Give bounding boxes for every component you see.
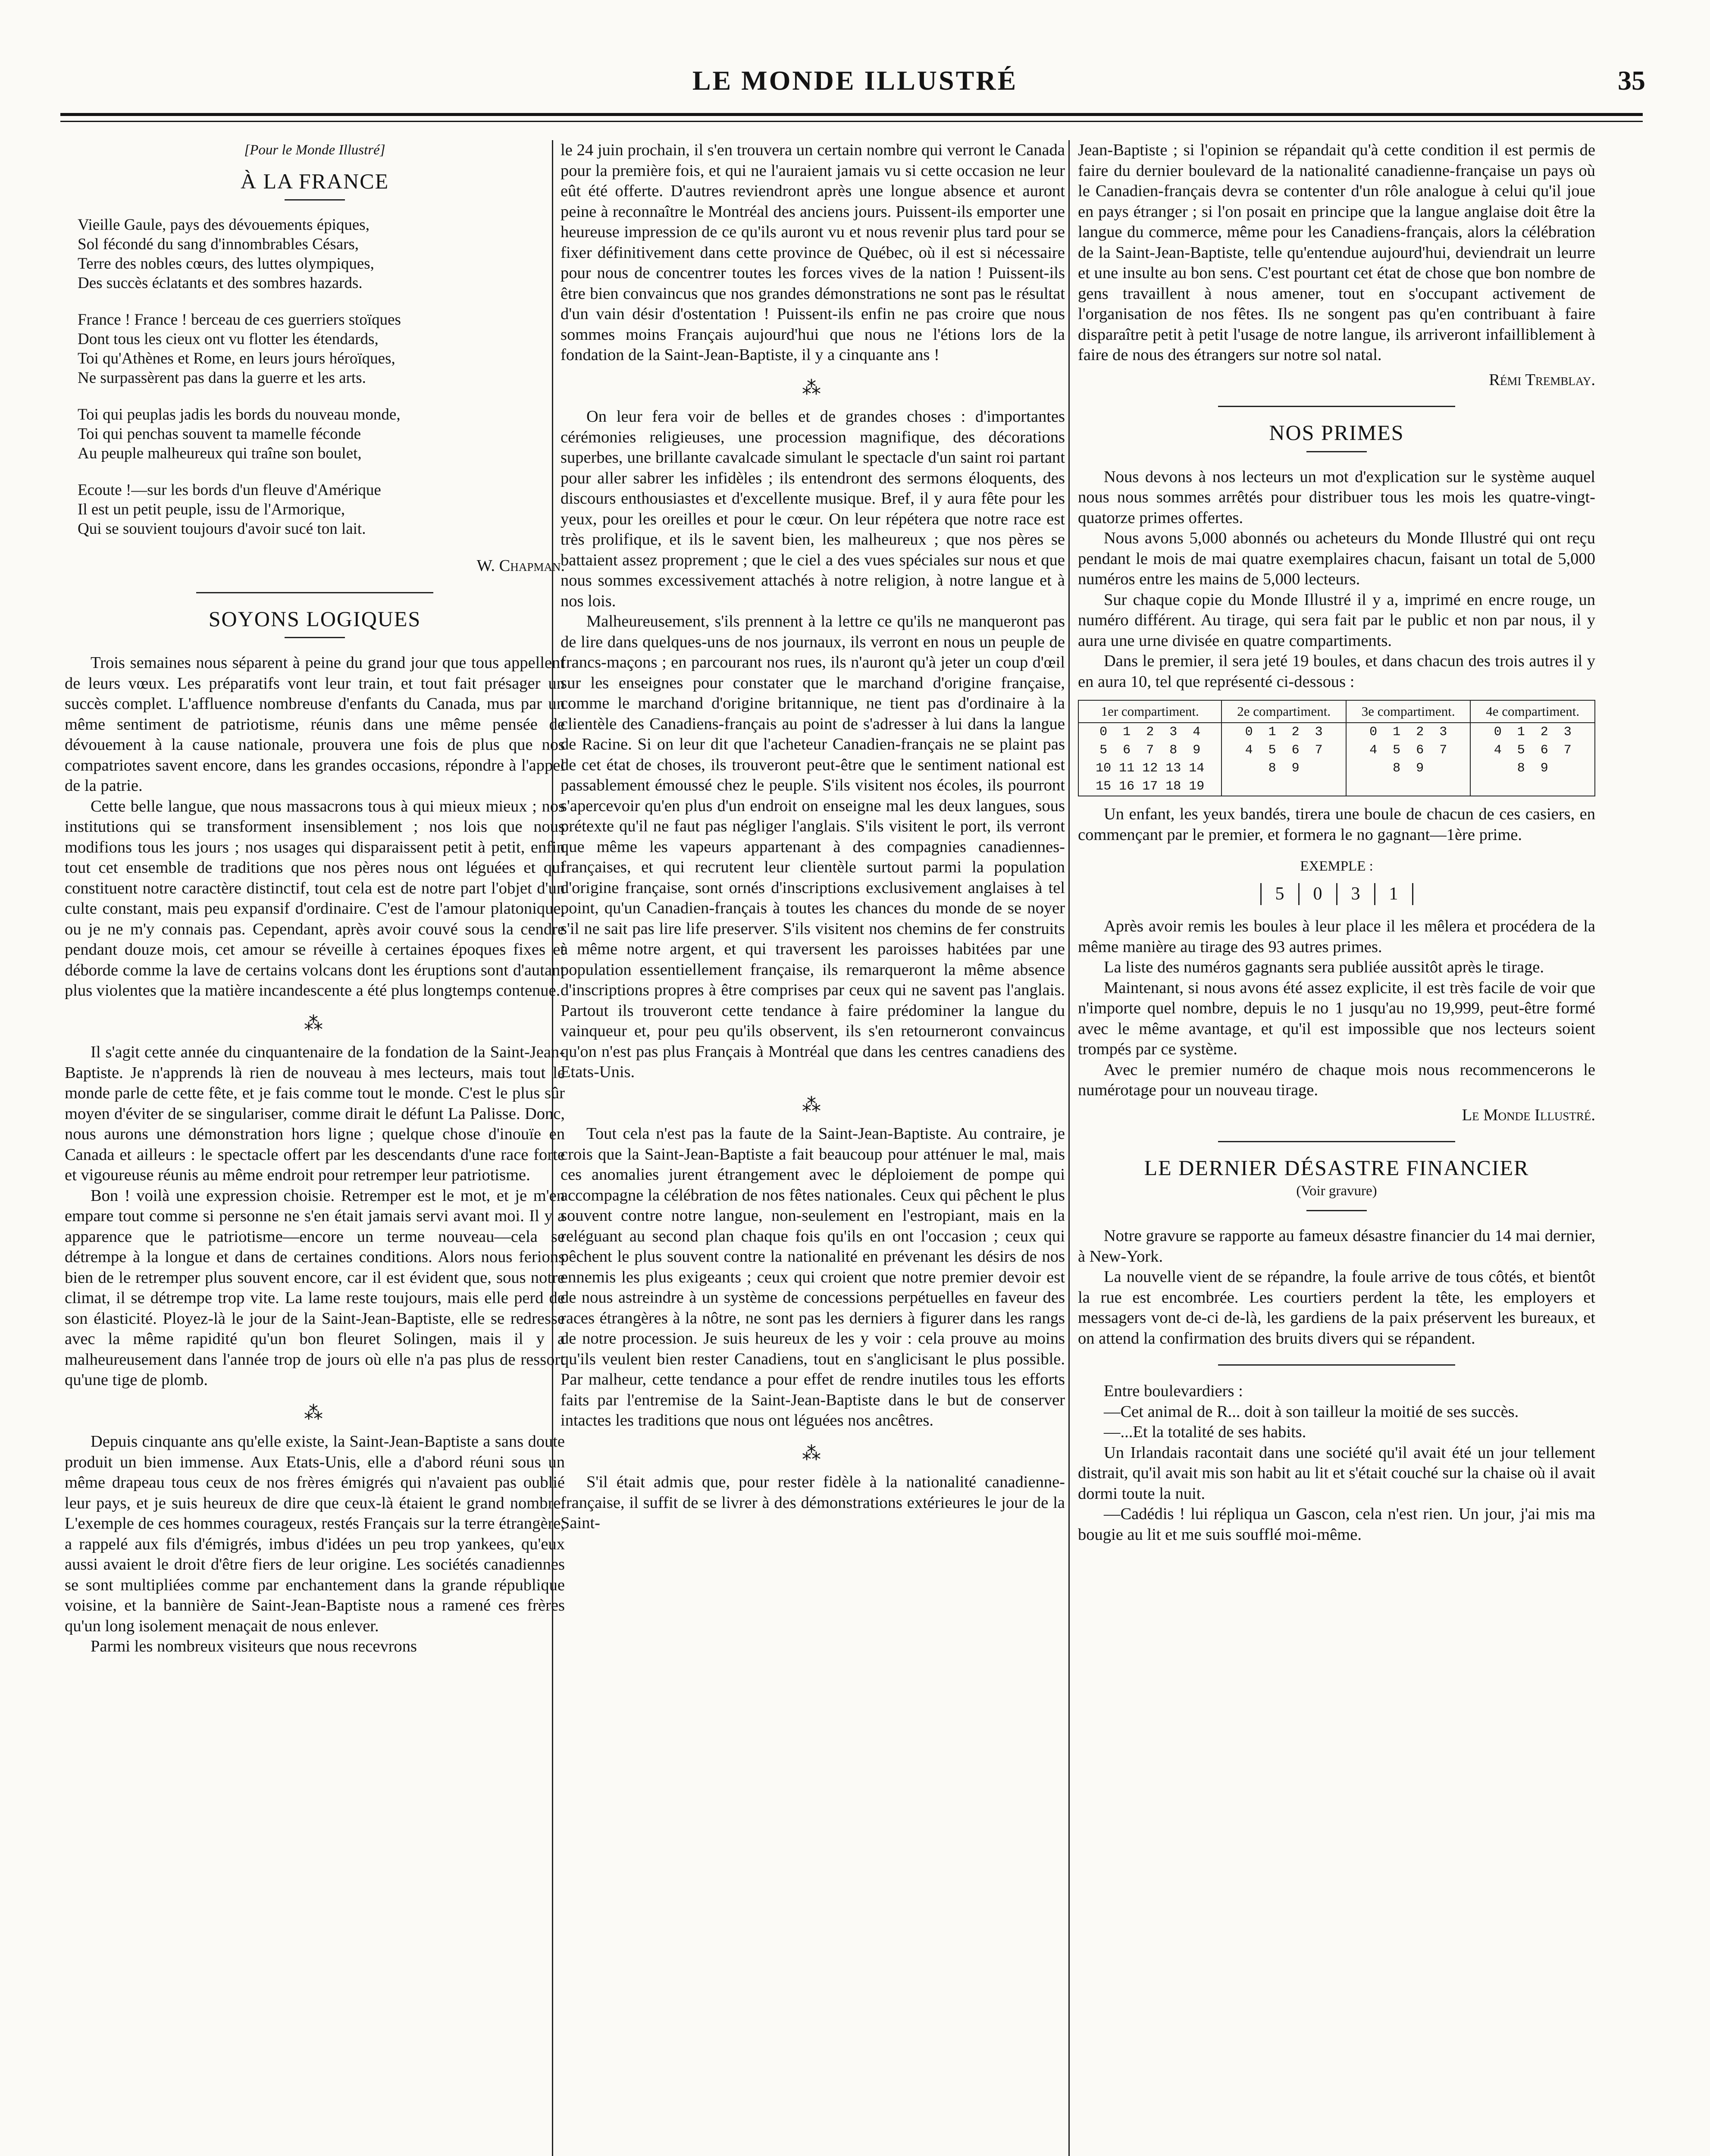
header-rule-thick (60, 113, 1643, 116)
table-cell: 8 9 (1346, 759, 1471, 777)
table-cell: 4 5 6 7 (1470, 741, 1595, 759)
column-1 (65, 140, 565, 1657)
section-separator (1218, 406, 1455, 407)
paragraph: Maintenant, si nous avons été assez explicite, il est très facile de voir que n'importe quel nombre, depuis le no 1 jusqu'au no 19,999, peut-être formé avec le même avantage, et qu'il est impossible que nos lecteurs soient trompés par ce système. (1078, 978, 1595, 1058)
prize-compartments-table (1078, 700, 1595, 796)
poem-line: Qui se souvient toujours d'avoir sucé ton lait. (78, 520, 366, 538)
disaster-title: LE DERNIER DÉSASTRE FINANCIER (1144, 1156, 1529, 1180)
example-digit: 0 (1298, 883, 1336, 906)
table-header: 2e compartiment. (1221, 700, 1346, 723)
table-cell (1470, 777, 1595, 796)
poem-credit: [Pour le Monde Illustré] (244, 142, 385, 158)
section-separator (1218, 1364, 1455, 1366)
disaster-rule (1306, 1210, 1367, 1211)
poem-line: Toi qu'Athènes et Rome, en leurs jours héroïques, (78, 350, 395, 367)
poem-line: Ne surpassèrent pas dans la guerre et les arts. (78, 369, 366, 387)
primes-paragraphs-b (1078, 804, 1595, 845)
section-separator (1218, 1141, 1455, 1142)
primes-signature: Le Monde Illustré. (1462, 1106, 1595, 1124)
paragraph: La liste des numéros gagnants sera publiée aussitôt après le tirage. (1104, 958, 1544, 976)
table-cell: 4 5 6 7 (1221, 741, 1346, 759)
paragraph: Malheureusement, s'ils prennent à la lettre ce qu'ils ne manqueront pas de lire dans quelques-uns de nos journaux, ils verront en nous un peuple de francs-maçons ; en parcourant nos rues, ils n'auront qu'à jeter un coup d'œil sur les enseignes pour constater que le marchand d'origine française, comme le marchand d'origine britannique, ne tient pas d'ordinaire à la clientèle des Canadiens-français au point de s'adresser à lui dans la langue de Racine. Si on leur dit que l'acheteur Canadien-français ne se plaint pas de cet état de choses, ils trouveront peut-être que le sentiment national est passablement émoussé chez le peuple. S'ils visitent nos écoles, ils pourront s'apercevoir qu'en plus d'un endroit on enseigne mal les deux langues, sous prétexte qu'il ne faut pas négliger l'anglais. S'ils visitent le port, ils verront que même les vapeurs appartenant à des compagnies canadiennes-françaises, et qui recrutent leur clientèle surtout parmi la population d'origine française, sont ornés d'inscriptions exclusivement anglaises à tel point, qu'un Canadien-français à toutes les chances du monde de se noyer s'il ne sait pas lire life preserver. S'ils visitent nos chemins de fer construits à même notre argent, et qui traversent les paroisses habitées par une population essentiellement française, ils remarqueront la même absence d'inscriptions propres à être comprises par ceux qui ne savent pas l'anglais. Partout ils trouveront cette tendance à faire prédominer la langue du vainqueur et, pour peu qu'ils observent, ils s'en retourneront convaincus qu'on n'est pas plus Français à Montréal que dans les centres canadiens des Etats-Unis. (561, 612, 1065, 1081)
paragraph: Avec le premier numéro de chaque mois nous recommencerons le numérotage pour un nouveau tirage. (1078, 1060, 1595, 1099)
paragraph: Entre boulevardiers : (1104, 1382, 1243, 1400)
paragraph: Trois semaines nous séparent à peine du grand jour que tous appellent de leurs vœux. Les préparatifs vont leur train, et tout fait présager un succès complet. L'affluence nombreuse d'enfants du Canada, mus par un même sentiment de patriotisme, réunis dans une même pensée de dévouement à la cause nationale, prouvera une fois de plus que nos compatriotes savent encore, dans les grandes occasions, répondre à l'appel de la patrie. (65, 654, 565, 795)
table-cell: 0 1 2 3 4 (1078, 723, 1221, 741)
asterism: ⁂ (304, 1402, 326, 1423)
table-cell: 5 6 7 8 9 (1078, 741, 1221, 759)
table-cell: 0 1 2 3 (1221, 723, 1346, 741)
paragraph: Dans le premier, il sera jeté 19 boules, et dans chacun des trois autres il y en aura 10, tel que représenté ci-dessous : (1078, 652, 1595, 691)
paragraph: Bon ! voilà une expression choisie. Retremper est le mot, et je m'en empare tout comme si personne ne s'en était jamais servi avant moi. Il y a apparence que le patriotisme—encore un terme nouveau—cela se détrempe à la longue et dans de certaines conditions. Alors nous ferions bien de le retremper plus souvent encore, car il est évident que, sous notre climat, il se détrempe trop vite. La lame reste toujours, mais elle perd de son élasticité. Ployez-là le jour de la Saint-Jean-Baptiste, elle se redresse avec la même rapidité qu'un bon fleuret Solingen, mais il y a malheureusement dans l'année trop de jours où elle n'a pas plus de ressort qu'une tige de plomb. (65, 1186, 565, 1389)
column-divider-2 (1068, 140, 1070, 2156)
header-rule-thin (60, 121, 1643, 122)
article-paragraphs-a (65, 653, 565, 1001)
asterism: ⁂ (304, 1012, 326, 1034)
poem-line: Vieille Gaule, pays des dévouements épiques, (78, 216, 370, 234)
paragraph: le 24 juin prochain, il s'en trouvera un certain nombre qui verront le Canada pour la première fois, et qui ne l'auraient jamais vu si cette occasion ne leur eût été offerte. D'autres reviendront après une longue absence et auront peine à reconnaître le Montréal des anciens jours. Puissent-ils emporter une heureuse impression de ce qu'ils auront vu et nous revenir plus tard pour se fixer définitivement dans cette province de Québec, où il est si nécessaire pour nous de concentrer toutes les forces vives de la nation ! Puissent-ils être bien convaincus que nos grandes démonstrations ne sont pas le résultat d'un vain désir d'ostentation ! Puissent-ils enfin ne pas croire que nous sommes moins Français aujourd'hui que nous ne l'étions lors de la fondation de la Saint-Jean-Baptiste, il y a cinquante ans ! (561, 141, 1065, 364)
primes-rule (1306, 451, 1367, 452)
poem-stanza (65, 405, 565, 463)
paragraph: Sur chaque copie du Monde Illustré il y a, imprimé en encre rouge, un numéro différent. Au tirage, qui sera fait par le public et non par nous, il y aura une urne divisée en quatre compartiments. (1078, 590, 1595, 650)
primes-paragraphs (1078, 467, 1595, 693)
table-header: 3e compartiment. (1346, 700, 1471, 723)
poem-line: Il est un petit peuple, issu de l'Armorique, (78, 501, 345, 518)
paragraph: —...Et la totalité de ses habits. (1104, 1423, 1306, 1441)
paragraph: Parmi les nombreux visiteurs que nous recevrons (91, 1637, 417, 1655)
paragraph: Nous devons à nos lecteurs un mot d'explication sur le système auquel nous nous sommes arrêtés pour distribuer tous les mois les quatre-vingt-quatorze primes offertes. (1078, 467, 1595, 527)
table-cell: 0 1 2 3 (1346, 723, 1471, 741)
poem-line: Des succès éclatants et des sombres hazards. (78, 274, 363, 292)
table-header: 4e compartiment. (1470, 700, 1595, 723)
table-row (1078, 759, 1595, 777)
poem-title: À LA FRANCE (240, 169, 389, 193)
poem-line: Ecoute !—sur les bords d'un fleuve d'Amérique (78, 481, 381, 499)
article-paragraphs-c (65, 1432, 565, 1657)
paragraph: Notre gravure se rapporte au fameux désastre financier du 14 mai dernier, à New-York. (1078, 1227, 1595, 1266)
poem-body (65, 215, 565, 539)
poem-stanza (65, 480, 565, 539)
table-cell (1346, 777, 1471, 796)
table-cell: 10 11 12 13 14 (1078, 759, 1221, 777)
table-cell: 8 9 (1470, 759, 1595, 777)
anecdotes (1078, 1381, 1595, 1545)
asterism: ⁂ (802, 377, 824, 398)
table-cell: 15 16 17 18 19 (1078, 777, 1221, 796)
poem-author: W. Chapman. (476, 557, 565, 575)
newspaper-title: LE MONDE ILLUSTRÉ (692, 65, 1018, 96)
paragraph: Un Irlandais racontait dans une société qu'il avait été un jour tellement distrait, qu'il avait mis son habit au lit et s'était couché sur la chaise où il avait dormi toute la nuit. (1078, 1443, 1595, 1503)
poem-stanza (65, 215, 565, 293)
poem-line: Sol fécondé du sang d'innombrables Césars, (78, 235, 359, 253)
poem-line: Dont tous les cieux ont vu flotter les étendards, (78, 330, 379, 348)
article-paragraphs-col2-c (561, 1124, 1065, 1431)
paragraph: Nous avons 5,000 abonnés ou acheteurs du Monde Illustré qui ont reçu pendant le mois de mai quatre exemplaires chacun, faisant un total de 5,000 numéros entre les mains de 5,000 lecteurs. (1078, 529, 1595, 588)
paragraph: Après avoir remis les boules à leur place il les mêlera et procédera de la même manière au tirage des 93 autres primes. (1078, 917, 1595, 956)
table-header: 1er compartiment. (1078, 700, 1221, 723)
paragraph: —Cadédis ! lui répliqua un Gascon, cela n'est rien. Un jour, j'ai mis ma bougie au lit et me suis soufflé moi-même. (1078, 1505, 1595, 1544)
poem-line: Toi qui penchas souvent ta mamelle féconde (78, 425, 361, 443)
section-separator (196, 592, 433, 593)
paragraph: Un enfant, les yeux bandés, tirera une boule de chacun de ces casiers, en commençant par le premier, et formera le no gagnant—1ère prime. (1078, 805, 1595, 844)
paragraph: Il s'agit cette année du cinquantenaire de la fondation de la Saint-Jean-Baptiste. Je n'apprends là rien de nouveau à mes lecteurs, mais tout le monde parle de cette fête, et je fais comme tout le monde. C'est le plus sûr moyen d'éviter de se singulariser, comme dirait le défunt La Palisse. Donc, nous aurons une démonstration hors ligne ; quelque chose d'inouïe en Canada et ailleurs : le spectacle offert par les descendants d'une race forte et vigoureuse réunis au même endroit pour retremper leur patriotisme. (65, 1043, 565, 1184)
paragraph: Jean-Baptiste ; si l'opinion se répandait qu'à cette condition il est permis de faire du dernier boulevard de la nationalité canadienne-française un pays où le Canadien-français devra se contenter d'un rôle analogue à celui qu'il joue en pays étranger ; si l'on posait en principe que la langue anglaise doit être la langue du commerce, même pour les Canadiens-français, alors la célébration de la Saint-Jean-Baptiste, telle qu'entendue aujourd'hui, deviendrait un leurre et une insulte au bon sens. C'est pourtant cet état de chose que bon nombre de gens travaillent à nous amener, tout en s'occupant activement de l'organisation de nos fêtes. Ils ne songent pas qu'en contribuant à faire disparaître petit à petit l'usage de notre langue, ils arriveront infailliblement à faire de nous des étrangers sur notre sol natal. (1078, 141, 1595, 364)
example-digit: 1 (1374, 883, 1413, 906)
primes-title: NOS PRIMES (1269, 420, 1404, 445)
article-paragraphs-col3-a (1078, 140, 1595, 366)
disaster-subtitle: (Voir gravure) (1296, 1183, 1377, 1199)
example-label: EXEMPLE : (1300, 859, 1373, 874)
column-3 (1078, 140, 1595, 1545)
article-paragraphs-col2-b (561, 407, 1065, 1083)
table-cell: 4 5 6 7 (1346, 741, 1471, 759)
paragraph: S'il était admis que, pour rester fidèle à la nationalité canadienne-française, il suffit de se livrer à des démonstrations extérieures le jour de la Saint- (561, 1473, 1065, 1532)
poem-line: France ! France ! berceau de ces guerriers stoïques (78, 311, 401, 329)
column-2 (561, 140, 1065, 1534)
paragraph: —Cet animal de R... doit à son tailleur la moitié de ses succès. (1104, 1402, 1519, 1421)
article-paragraphs-col2-d (561, 1472, 1065, 1534)
paragraph: La nouvelle vient de se répandre, la foule arrive de tous côtés, et bientôt la rue est encombrée. Les courtiers perdent la tête, les employers et messagers vont de-ci de-là, les gardiens de la paix préservent les bureaux, et on attend la confirmation des bruits divers qui se répandent. (1078, 1268, 1595, 1348)
poem-line: Au peuple malheureux qui traîne son boulet, (78, 445, 362, 462)
table-row (1078, 723, 1595, 741)
table-row (1078, 741, 1595, 759)
example-digit: 5 (1260, 883, 1298, 906)
primes-paragraphs-c (1078, 916, 1595, 1101)
paragraph: Tout cela n'est pas la faute de la Saint-Jean-Baptiste. Au contraire, je crois que la Saint-Jean-Baptiste a fait beaucoup pour atténuer le mal, mais ces anomalies jurent étrangement avec le déploiement de pompe qui accompagne la célébration de nos fêtes nationales. Ceux qui pêchent le plus souvent contre notre langue, non-seulement en l'estropiant, mais en la reléguant au second plan chaque fois qu'ils en ont l'occasion ; ceux qui pêchent le plus souvent contre la nationalité en prévenant les désirs de nos ennemis les plus exigeants ; ceux qui croient que notre premier devoir est de nous astreindre à un système de concessions perpétuelles en faveur des races étrangères à la nôtre, ne sont pas les derniers à figurer dans les rangs de notre procession. Je suis heureux de les y voir : cela prouve au moins qu'ils veulent bien rester Canadiens, tout en s'anglicisant le plus possible. Par malheur, cette tendance a pour effet de rendre inutiles tous les efforts faits par l'entremise de la Saint-Jean-Baptiste dans le but de conserver intactes les traditions que nous ont léguées nos ancêtres. (561, 1125, 1065, 1429)
paragraph: On leur fera voir de belles et de grandes choses : d'importantes cérémonies religieuses, une procession magnifique, des décorations superbes, une brillante cavalcade simulant le spectacle d'un saint roi partant pour aller sabrer les infidèles ; ils entendront des sermons éloquents, des discours enthousiastes et d'excellente musique. Bref, il y aura fête pour les yeux, pour les oreilles et pour le cœur. On leur répétera que notre race est très prolifique, et ils le savent bien, les malheureux ; que nos pères se battaient assez proprement ; que le ciel a des vues spéciales sur nous et que nous sommes excessivement attachés à notre religion, à notre langue et à nos lois. (561, 407, 1065, 610)
poem-line: Toi qui peuplas jadis les bords du nouveau monde, (78, 406, 401, 423)
asterism: ⁂ (802, 1094, 824, 1116)
article-signature: Rémi Tremblay. (1489, 370, 1595, 389)
poem-line: Terre des nobles cœurs, des luttes olympiques, (78, 255, 374, 273)
asterism: ⁂ (802, 1442, 824, 1464)
article-paragraphs-b (65, 1042, 565, 1391)
example-digit: 3 (1336, 883, 1374, 906)
paragraph: Cette belle langue, que nous massacrons tous à qui mieux mieux ; nos institutions qui se transforment insensiblement ; nos lois que nous modifions tous les jours ; nos usages qui disparaissent petit à petit, enfin tout cet ensemble de traditions que nos pères nous ont léguées et qui constituent notre caractère distinctif, tout cela est de notre part l'objet d'un culte constant, mais peu expansif d'ordinaire. C'est de l'amour platonique, ou je ne m'y connais pas. Cependant, après avoir couvé sous la cendre pendant douze mois, cet amour se réveille à certaines époques fixes et déborde comme la lave de certains volcans dont les éruptions sont d'autant plus violentes que la matière incandescente a été plus longtemps contenue. (65, 797, 565, 1000)
page-number: 35 (1618, 65, 1645, 96)
disaster-paragraphs (1078, 1226, 1595, 1349)
article-paragraphs-col2-a (561, 140, 1065, 366)
table-cell: 8 9 (1221, 759, 1346, 777)
poem-stanza (65, 310, 565, 388)
example-number (1078, 883, 1595, 906)
table-cell (1221, 777, 1346, 796)
article-title: SOYONS LOGIQUES (208, 606, 421, 631)
article-rule (285, 637, 345, 638)
poem-rule (285, 199, 345, 201)
table-row (1078, 777, 1595, 796)
table-cell: 0 1 2 3 (1470, 723, 1595, 741)
paragraph: Depuis cinquante ans qu'elle existe, la Saint-Jean-Baptiste a sans doute produit un bien immense. Aux Etats-Unis, elle a d'abord réuni sous un même drapeau tous ceux de nos frères émigrés qui n'avaient pas oublié leur pays, et je suis heureux de dire que ceux-là étaient le grand nombre. L'exemple de ces hommes courageux, restés Français sur la terre étrangère, a rappelé aux fils d'émigrés, imbus d'idées un peu trop yankees, qu'eux aussi avaient le droit d'être fiers de leur origine. Les sociétés canadiennes se sont multipliées comme par enchantement dans la grande république voisine, et la bannière de Saint-Jean-Baptiste nous a ramené ces frères qu'un long isolement menaçait de nous enlever. (65, 1432, 565, 1635)
